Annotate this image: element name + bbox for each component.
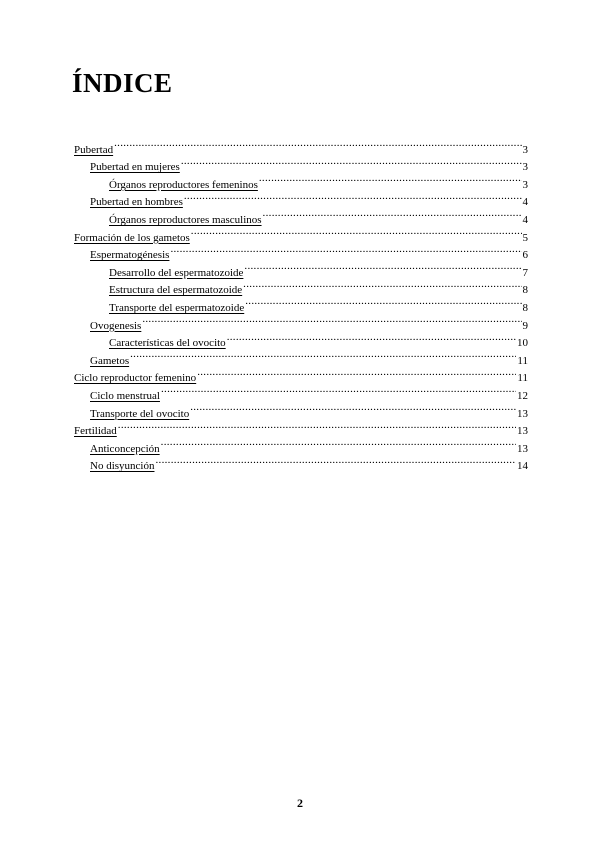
table-of-contents bbox=[74, 135, 528, 473]
toc-entry-link[interactable]: No disyunción bbox=[90, 460, 155, 473]
toc-entry[interactable] bbox=[74, 135, 528, 156]
toc-entry-link[interactable]: Características del ovocito bbox=[109, 337, 226, 350]
toc-page-number: 4 bbox=[522, 196, 528, 209]
toc-dot-leader bbox=[243, 276, 521, 294]
toc-page-number: 3 bbox=[522, 178, 528, 191]
toc-dot-leader bbox=[190, 399, 516, 417]
toc-entry-link[interactable]: Ciclo menstrual bbox=[90, 389, 160, 402]
toc-dot-leader bbox=[170, 241, 521, 259]
toc-dot-leader bbox=[263, 205, 522, 223]
toc-entry[interactable] bbox=[74, 434, 528, 455]
toc-entry-link[interactable]: Ciclo reproductor femenino bbox=[74, 372, 197, 385]
toc-entry-link[interactable]: Transporte del espermatozoide bbox=[109, 301, 245, 314]
toc-page-number: 3 bbox=[522, 161, 528, 174]
toc-entry-link[interactable]: Anticoncepción bbox=[90, 442, 160, 455]
toc-page-number: 5 bbox=[522, 231, 528, 244]
toc-dot-leader bbox=[161, 381, 516, 399]
toc-dot-leader bbox=[227, 329, 516, 347]
toc-entry-link[interactable]: Formación de los gametos bbox=[74, 231, 190, 244]
toc-dot-leader bbox=[245, 293, 521, 311]
toc-entry[interactable] bbox=[74, 364, 528, 385]
toc-entry-link[interactable]: Fertilidad bbox=[74, 425, 117, 438]
toc-dot-leader bbox=[114, 135, 521, 153]
toc-page-number: 3 bbox=[522, 143, 528, 156]
toc-page-number: 9 bbox=[522, 319, 528, 332]
toc-entry-link[interactable]: Órganos reproductores masculinos bbox=[109, 213, 262, 226]
toc-dot-leader bbox=[130, 346, 516, 364]
page-number: 2 bbox=[297, 796, 303, 810]
toc-page-number: 8 bbox=[522, 301, 528, 314]
toc-page-number: 12 bbox=[517, 389, 528, 402]
toc-entry-link[interactable]: Transporte del ovocito bbox=[90, 407, 190, 420]
toc-page-number: 11 bbox=[517, 372, 528, 385]
toc-dot-leader bbox=[197, 364, 516, 382]
toc-entry[interactable] bbox=[74, 329, 528, 350]
toc-page-number: 13 bbox=[517, 442, 528, 455]
toc-entry-link[interactable]: Pubertad en hombres bbox=[90, 196, 183, 209]
toc-entry[interactable] bbox=[74, 346, 528, 367]
page-title: ÍNDICE bbox=[72, 68, 173, 98]
toc-dot-leader bbox=[259, 170, 522, 188]
toc-dot-leader bbox=[118, 417, 516, 435]
toc-page-number: 13 bbox=[517, 407, 528, 420]
toc-entry-link[interactable]: Ovogenesis bbox=[90, 319, 142, 332]
toc-page-number: 6 bbox=[522, 249, 528, 262]
toc-entry[interactable] bbox=[74, 153, 528, 174]
toc-dot-leader bbox=[155, 452, 516, 470]
toc-entry-link[interactable]: Estructura del espermatozoide bbox=[109, 284, 243, 297]
toc-page-number: 11 bbox=[517, 354, 528, 367]
toc-dot-leader bbox=[142, 311, 521, 329]
toc-page-number: 14 bbox=[517, 460, 528, 473]
toc-entry-link[interactable]: Gametos bbox=[90, 354, 130, 367]
toc-dot-leader bbox=[161, 434, 516, 452]
toc-entry-link[interactable]: Desarrollo del espermatozoide bbox=[109, 266, 244, 279]
toc-page-number: 13 bbox=[517, 425, 528, 438]
toc-entry[interactable] bbox=[74, 417, 528, 438]
toc-entry-link[interactable]: Espermatogénesis bbox=[90, 249, 170, 262]
toc-entry-link[interactable]: Pubertad bbox=[74, 143, 114, 156]
toc-dot-leader bbox=[191, 223, 522, 241]
toc-dot-leader bbox=[244, 258, 521, 276]
toc-dot-leader bbox=[184, 188, 522, 206]
toc-entry-link[interactable]: Órganos reproductores femeninos bbox=[109, 178, 258, 191]
toc-page-number: 10 bbox=[517, 337, 528, 350]
toc-page-number: 7 bbox=[522, 266, 528, 279]
toc-page-number: 8 bbox=[522, 284, 528, 297]
toc-entry-link[interactable]: Pubertad en mujeres bbox=[90, 161, 180, 174]
toc-dot-leader bbox=[181, 153, 522, 171]
toc-entry[interactable] bbox=[74, 311, 528, 332]
toc-page-number: 4 bbox=[522, 213, 528, 226]
